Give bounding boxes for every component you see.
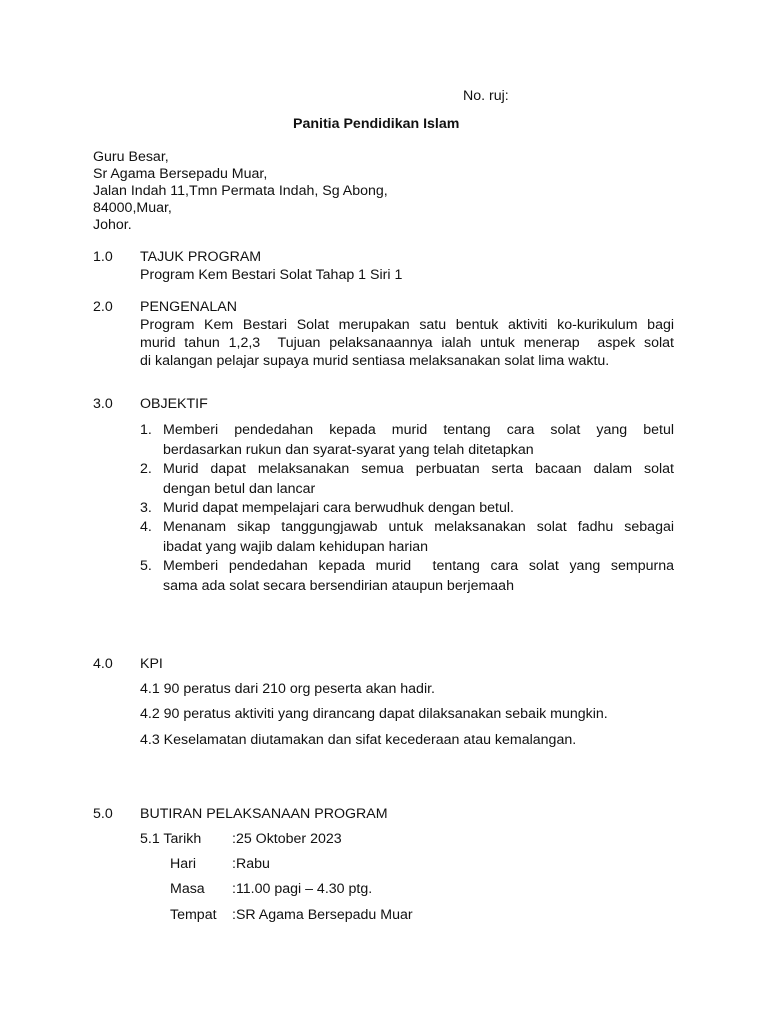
address-line: Sr Agama Bersepadu Muar, (93, 166, 268, 182)
list-item-text (163, 518, 674, 557)
list-item (140, 460, 674, 499)
kpi-item: 4.1 90 peratus dari 210 org peserta akan hadir. (140, 681, 435, 697)
paragraph-line-text: murid tahun 1,2,3 Tujuan pelaksanaannya ialah untuk menerap aspek solat (140, 335, 674, 351)
list-item (140, 518, 674, 557)
list-item-number: 1. (140, 422, 152, 438)
detail-row (140, 881, 372, 897)
list-item-text (163, 460, 674, 499)
section-number: 2.0 (93, 299, 113, 315)
section-number: 1.0 (93, 249, 113, 265)
list-item-line: dengan betul dan lancar (163, 480, 316, 497)
reference-number-label: No. ruj: (463, 88, 509, 104)
section-heading: TAJUK PROGRAM (140, 249, 262, 265)
detail-value: :11.00 pagi – 4.30 ptg. (232, 881, 373, 897)
list-item-line: sama ada solat secara bersendirian ataupun berjemaah (163, 577, 514, 594)
section-heading: OBJEKTIF (140, 396, 208, 412)
paragraph-line (140, 317, 674, 333)
paragraph-line (140, 335, 674, 351)
list-item-line: Memberi pendedahan kepada murid tentang cara solat yang sempurna (163, 558, 674, 574)
list-item-line: Murid dapat melaksanakan semua perbuatan serta bacaan dalam solat (163, 461, 674, 477)
committee-title: Panitia Pendidikan Islam (293, 116, 460, 132)
list-item-number: 3. (140, 500, 152, 516)
kpi-item: 4.3 Keselamatan diutamakan dan sifat kecederaan atau kemalangan. (140, 732, 577, 748)
detail-value: :SR Agama Bersepadu Muar (232, 907, 413, 923)
list-item-line: Murid dapat mempelajari cara berwudhuk dengan betul. (163, 500, 514, 516)
detail-value: :Rabu (232, 856, 270, 872)
address-line: 84000,Muar, (93, 200, 172, 216)
list-item (140, 499, 674, 519)
address-line: Johor. (93, 217, 132, 233)
section-heading: PENGENALAN (140, 299, 237, 315)
detail-label: Masa (170, 881, 205, 897)
section-heading: BUTIRAN PELAKSANAAN PROGRAM (140, 806, 388, 822)
detail-label: Tempat (170, 907, 217, 923)
list-item-text (163, 557, 674, 596)
detail-label: 5.1 Tarikh (140, 831, 202, 847)
paragraph-line: di kalangan pelajar supaya murid sentiasa melaksanakan solat lima waktu. (140, 353, 610, 369)
list-item-line: Menanam sikap tanggungjawab untuk melaksanakan solat fadhu sebagai (163, 519, 674, 535)
section-number: 4.0 (93, 656, 113, 672)
section-text: Program Kem Bestari Solat Tahap 1 Siri 1 (140, 267, 403, 283)
section-heading: KPI (140, 656, 163, 672)
list-item-line: berdasarkan rukun dan syarat-syarat yang telah ditetapkan (163, 441, 534, 458)
section-number: 5.0 (93, 806, 113, 822)
detail-row (140, 856, 270, 872)
list-item-text (163, 421, 674, 460)
detail-row (140, 831, 342, 847)
list-item-number: 2. (140, 461, 152, 477)
list-item-text (163, 499, 674, 519)
address-line: Guru Besar, (93, 149, 169, 165)
paragraph-line-text: Program Kem Bestari Solat merupakan satu bentuk aktiviti ko-kurikulum bagi (140, 317, 674, 333)
list-item-number: 4. (140, 519, 152, 535)
list-item-line: ibadat yang wajib dalam kehidupan harian (163, 538, 429, 555)
detail-value: :25 Oktober 2023 (232, 831, 342, 847)
detail-label: Hari (170, 856, 197, 872)
detail-row (140, 907, 413, 923)
section-number: 3.0 (93, 396, 113, 412)
list-item-line: Memberi pendedahan kepada murid tentang cara solat yang betul (163, 422, 674, 438)
list-item (140, 421, 674, 460)
list-item (140, 557, 674, 596)
kpi-item: 4.2 90 peratus aktiviti yang dirancang dapat dilaksanakan sebaik mungkin. (140, 706, 608, 722)
address-line: Jalan Indah 11,Tmn Permata Indah, Sg Abong, (93, 183, 388, 199)
list-item-number: 5. (140, 558, 152, 574)
